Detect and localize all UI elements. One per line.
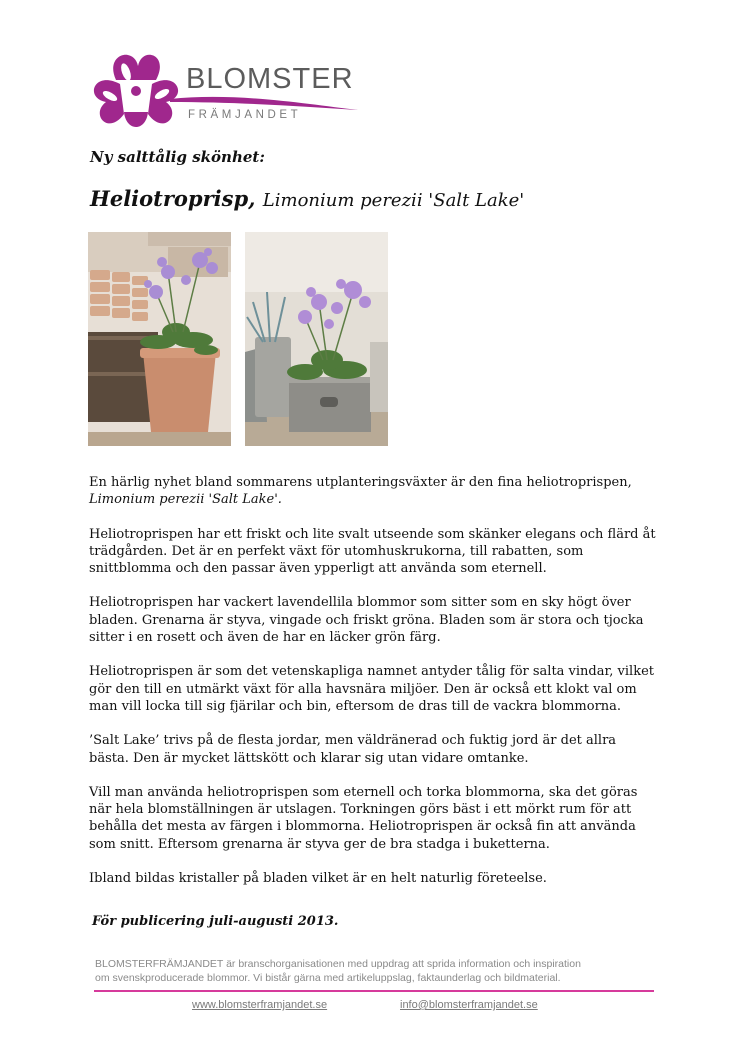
logo-subtitle: FRÄMJANDET bbox=[188, 109, 302, 121]
paragraph: Heliotroprispen har vackert lavendellila blommor som sitter som en sky högt över bladen. Grenarna är styva, vingade och friskt gröna. Bladen som är stora och tjocka sitter i en rosett och även de har en läcker grön färg. bbox=[89, 595, 644, 646]
paragraph: Heliotroprispen är som det vetenskapliga namnet antyder tålig för salta vindar, vilket gör den till en utmärkt växt för alla havsnära miljöer. Den är också ett klokt val om man vill locka till sig fjärilar och bin, eftersom de dras till de vackra blommorna. bbox=[89, 664, 655, 714]
paragraph: Ibland bildas kristaller på bladen vilket är en helt naturlig företeelse. bbox=[89, 871, 547, 887]
photo-crate-with-heliotroprisp bbox=[245, 232, 388, 446]
footer-description bbox=[95, 957, 655, 985]
article-title bbox=[90, 186, 524, 211]
publication-note: För publicering juli-augusti 2013. bbox=[92, 914, 339, 929]
footer-divider bbox=[94, 990, 654, 992]
paragraph: Heliotroprispen har ett friskt och lite svalt utseende som skänker elegans och flärd åt trädgården. Det är en perfekt växt för utomhuskrukorna, till rabatten, som snittblomma och den passar även ypperligt att använda som eternell. bbox=[89, 526, 656, 577]
footer-line: BLOMSTERFRÄMJANDET är branschorganisationen med uppdrag att sprida information och inspiration bbox=[95, 958, 581, 970]
paragraph-intro: En härlig nyhet bland sommarens utplanteringsväxter är den fina heliotroprispen, Limonium perezii 'Salt Lake'. bbox=[89, 475, 632, 508]
latin-name-italic: Limonium perezii 'Salt Lake'. bbox=[89, 492, 282, 508]
title-latin-name: Limonium perezii 'Salt Lake' bbox=[262, 190, 525, 211]
footer-line: om svenskproducerade blommor. Vi bistår gärna med artikeluppslag, faktaunderlag och bildmaterial. bbox=[95, 972, 561, 984]
website-link[interactable]: www.blomsterframjandet.se bbox=[192, 999, 328, 1011]
photo-terracotta-pot-with-heliotroprisp bbox=[88, 232, 231, 446]
article-kicker: Ny salttålig skönhet: bbox=[90, 148, 265, 166]
paragraph: Vill man använda heliotroprispen som eternell och torka blommorna, ska det göras när hela blomställningen är utslagen. Torkningen görs bäst i ett mörkt rum för att behålla det mesta av färgen i blommorna. Heliotroprispen är också fin att använda som snitt. Eftersom grenarna är styva ger de bra stadga i buketterna. bbox=[89, 784, 638, 852]
logo-wordmark: BLOMSTER bbox=[186, 63, 354, 95]
article-body bbox=[89, 474, 659, 904]
email-link[interactable]: info@blomsterframjandet.se bbox=[400, 999, 538, 1011]
paragraph: ’Salt Lake’ trivs på de flesta jordar, men väldränerad och fuktig jord är det allra bästa. Den är mycket lättskött och klarar sig utan vidare omtanke. bbox=[89, 733, 617, 766]
title-common-name: Heliotroprisp, bbox=[90, 186, 256, 211]
